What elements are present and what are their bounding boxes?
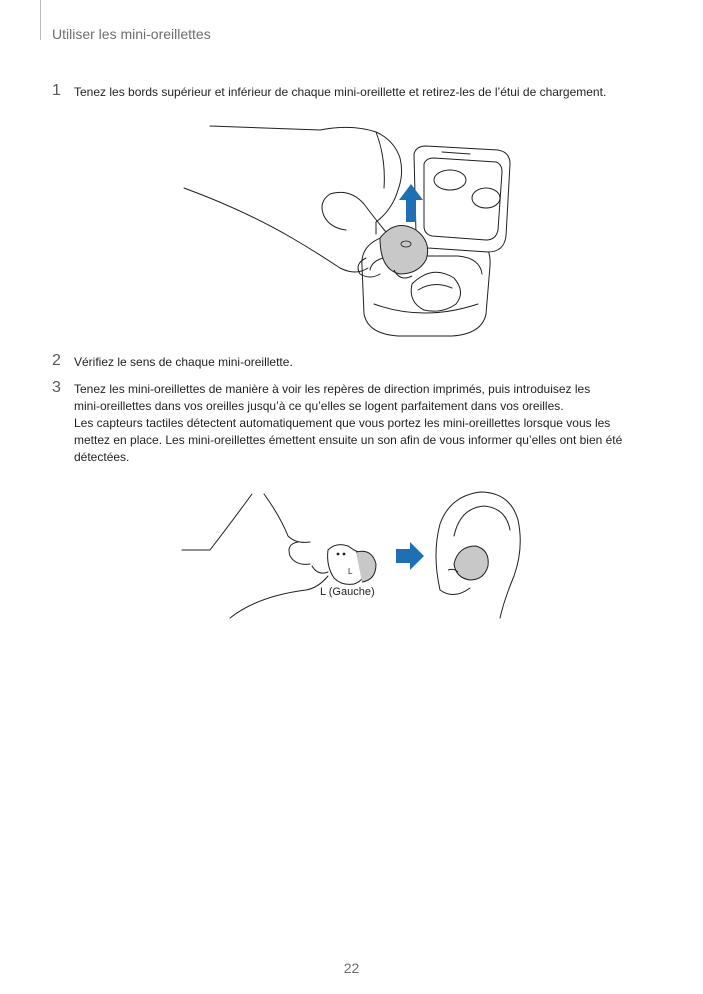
page-header-title: Utiliser les mini-oreillettes — [52, 26, 211, 42]
step-line: mini-oreillettes dans vos oreilles jusqu’à ce qu’elles se logent parfaitement dans vos oreilles. — [74, 399, 564, 413]
step-text — [74, 381, 654, 466]
step-text — [74, 84, 654, 101]
margin-rule — [40, 0, 41, 40]
page-number: 22 — [343, 960, 360, 976]
step-number: 1 — [52, 82, 61, 99]
step-line: Tenez les mini-oreillettes de manière à voir les repères de direction imprimés, puis introduisez les — [74, 382, 591, 396]
figure-label-left-earbud: L (Gauche) — [320, 586, 375, 598]
step-line: Tenez les bords supérieur et inférieur de chaque mini-oreillette et retirez-les de l’étui de chargement. — [74, 85, 607, 99]
step-number: 2 — [52, 352, 61, 369]
step-line: détectées. — [74, 450, 130, 464]
step-line: mettez en place. Les mini-oreillettes émettent ensuite un son afin de vous informer qu’elles ont bien été — [74, 433, 623, 447]
earbud-direction-mark: L — [348, 567, 353, 576]
arrow-right-icon — [396, 542, 424, 570]
step-text — [74, 354, 654, 371]
step-line: Vérifiez le sens de chaque mini-oreillette. — [74, 355, 293, 369]
remove-earbud-illustration — [180, 118, 520, 344]
insert-earbud-illustration — [178, 484, 538, 624]
step-number: 3 — [52, 379, 61, 396]
step-line: Les capteurs tactiles détectent automatiquement que vous portez les mini-oreillettes lorsque vous les — [74, 416, 611, 430]
